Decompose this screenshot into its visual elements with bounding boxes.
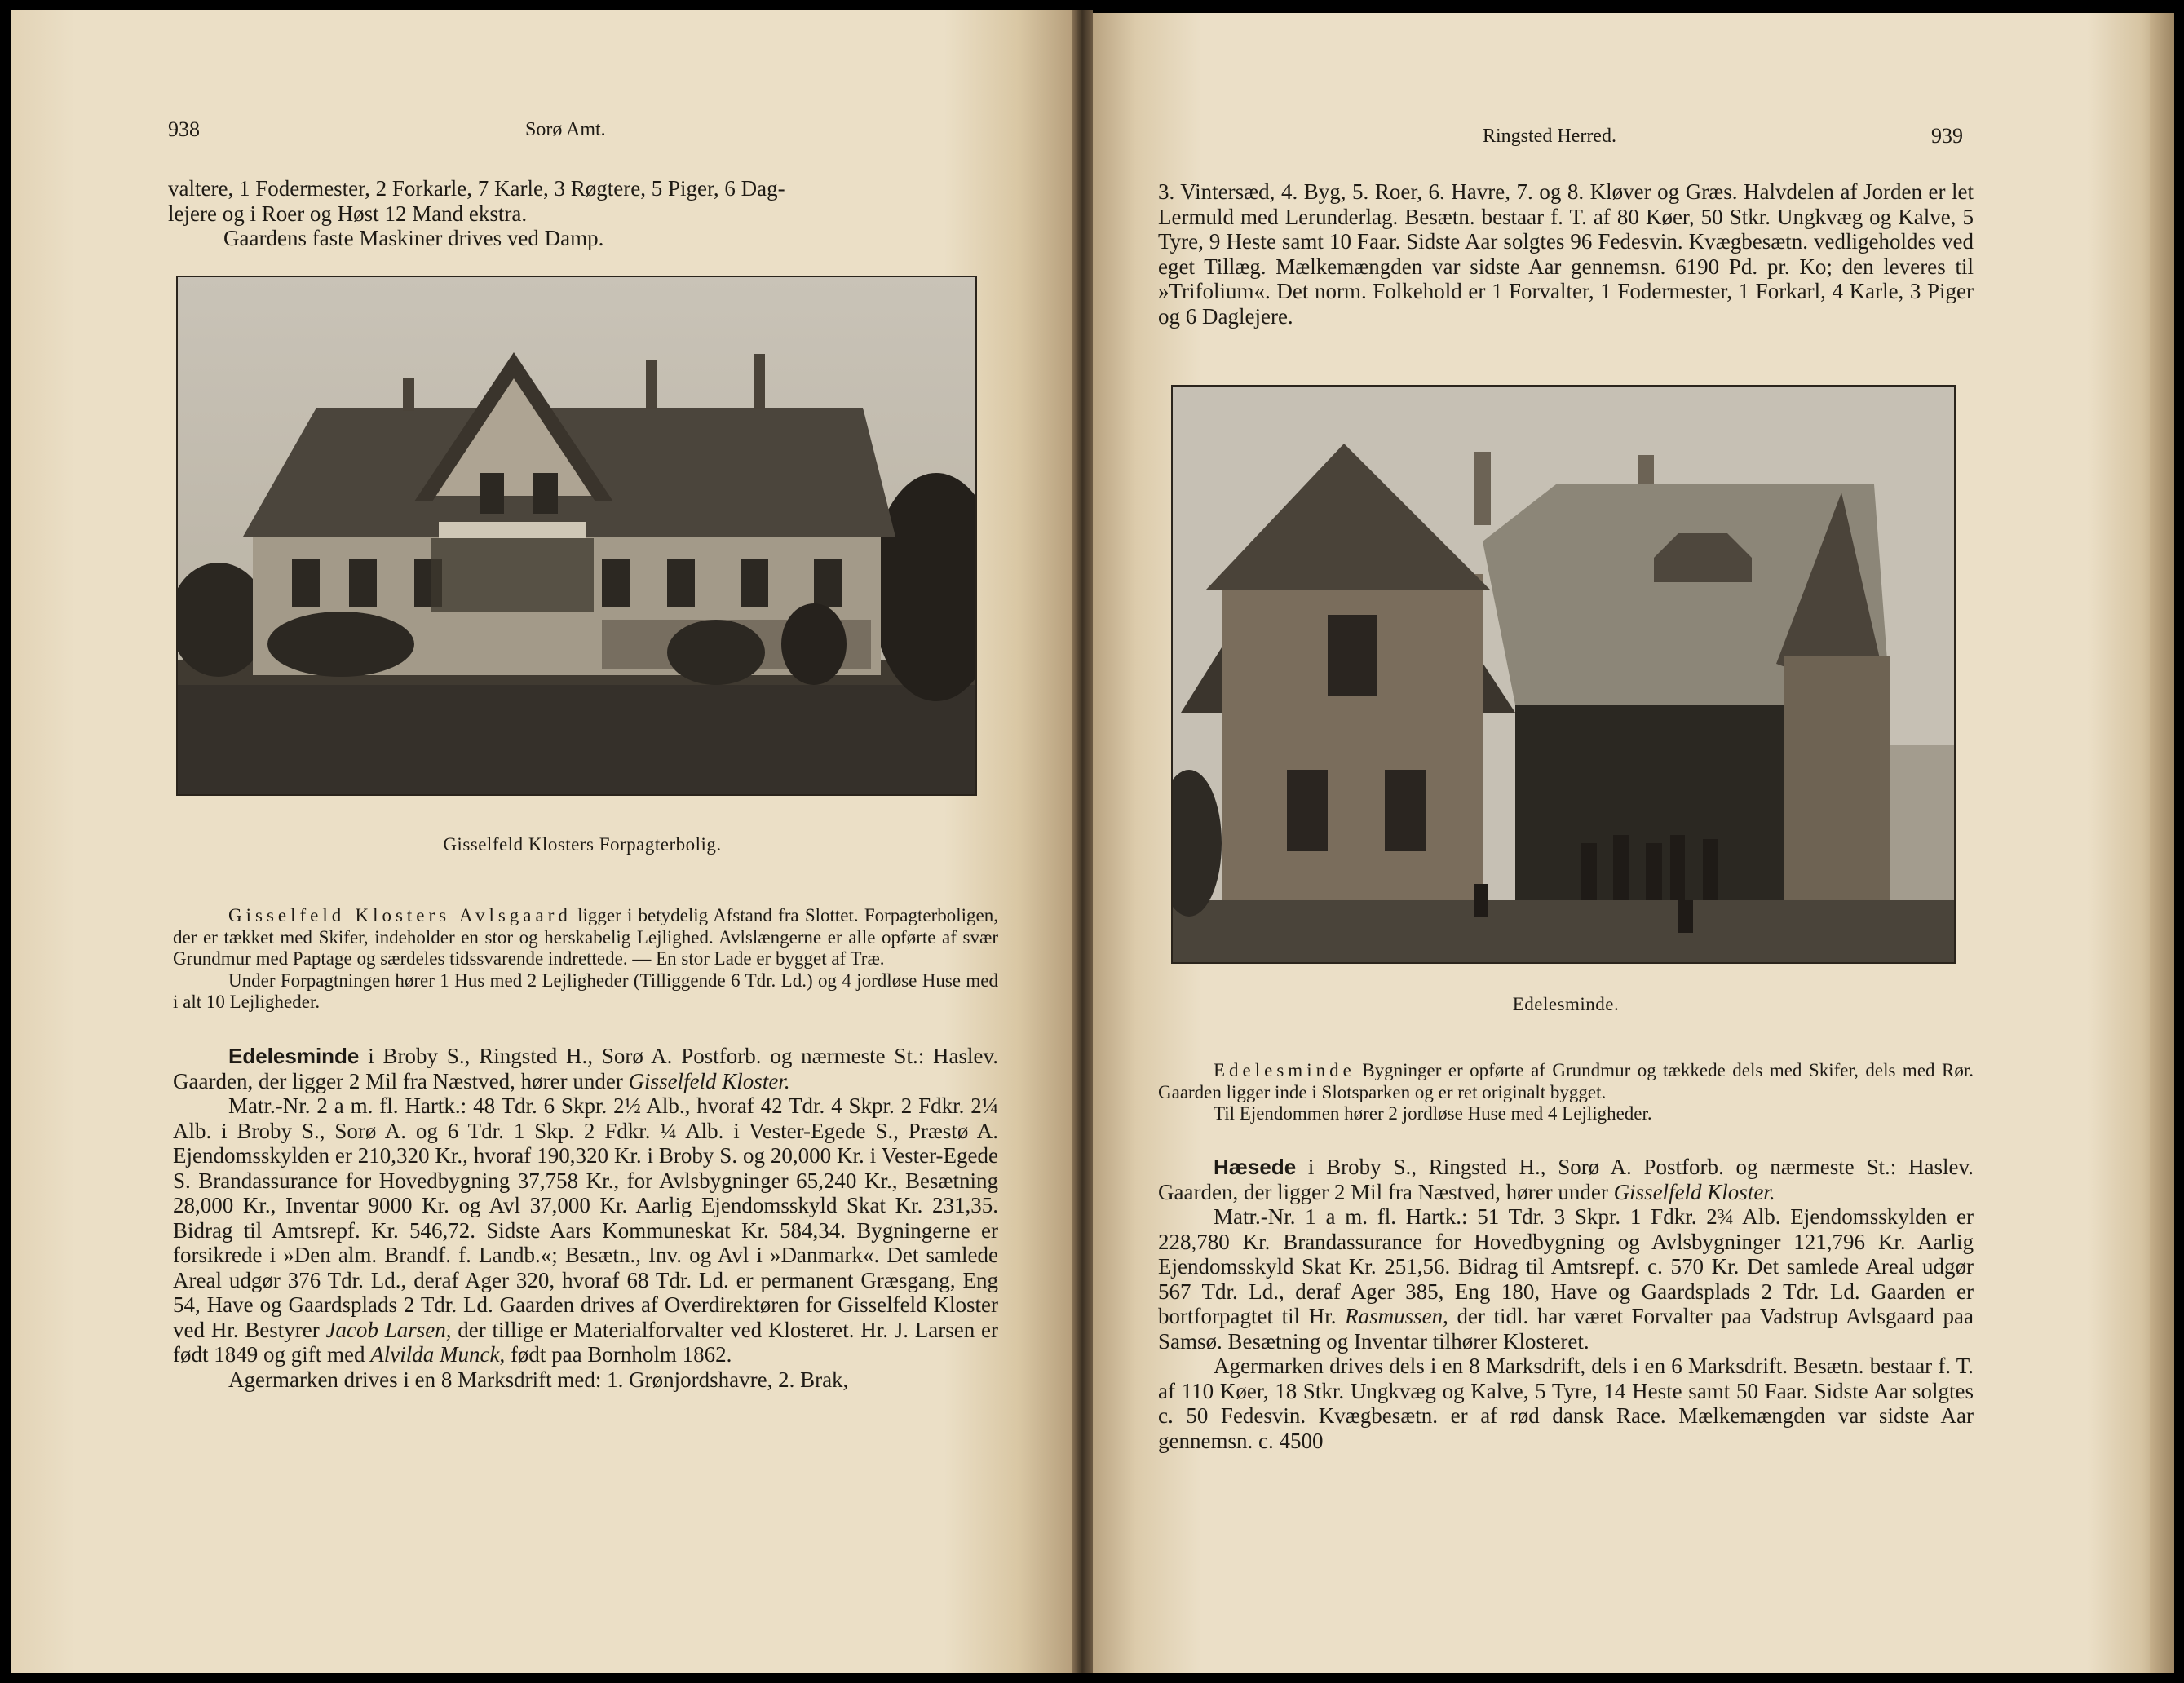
left-page [11, 10, 1072, 1673]
running-head: Sorø Amt. [525, 119, 606, 140]
page-number: 939 [1931, 124, 1963, 148]
entry-name: Hæsede [1214, 1155, 1297, 1179]
photo-description [1158, 1060, 1974, 1125]
book-gutter [1072, 10, 1093, 1673]
running-head: Ringsted Herred. [1483, 126, 1616, 147]
right-page [1093, 13, 2174, 1673]
entry-name: Edelesminde [228, 1044, 360, 1068]
desc-body: Bygninger er opførte af Grundmur og tækkede dels med Skifer, dels med Rør. Gaarden ligger inde i Slotsparken og er ret originalt bygget. [1158, 1060, 1974, 1102]
manor-photo [176, 276, 977, 796]
photo-description [173, 905, 998, 1014]
desc-para-2: Under Forpagtningen hører 1 Hus med 2 Lejligheder (Tilliggende 6 Tdr. Ld.) og 4 jordløse Huse med i alt 10 Lejligheder. [173, 970, 998, 1012]
desc-lead: Gisselfeld Klosters Avlsgaard [228, 905, 572, 925]
page-number: 938 [168, 117, 200, 141]
entry-edelesminde: Edelesminde i Broby S., Ringsted H., Sorø A. Postforb. og nærmeste St.: Haslev. Gaarden, der ligger 2 Mil fra Næstved, hører under Gisselfeld Kloster. Matr.-Nr. 2 a m. fl. Hartk.: 48 Tdr. 6 Skpr. 2½ Alb., hvoraf 42 Tdr. 4 Skpr. 2 Fdkr. 2¼ Alb. i Broby S., Sorø A. og 6 Tdr. 1 Skp. 2 Fdkr. ¼ Alb. i Vester-Egede S., Præstø A. Ejendomsskylden er 210,320 Kr., hvoraf 190,320 Kr. i Broby S. og 20,000 Kr. i Vester-Egede S. Brandassurance for Hovedbygning 37,758 Kr., for Avlsbygninger 65,240 Kr., Besætning 28,000 Kr., Inventar 9000 Kr. og Avl 37,000 Kr. Aarlig Ejendomsskyld Skat Kr. 231,35. Bidrag til Amtsrepf. Kr. 546,72. Sidste Aars Kommuneskat Kr. 584,34. Bygningerne er forsikrede i »Den alm. Brandf. f. Landb.«; Besætn., Inv. og Avl i »Danmark«. Det samlede Areal udgør 376 Tdr. Ld., deraf Ager 320, hvoraf 68 Tdr. Ld. er permanent Græsgang, Eng 54, Have og Gaardsplads 2 Tdr. Ld. Gaarden drives af Overdirektøren for Gisselfeld Kloster ved Hr. Bestyrer Jacob Larsen, der tillige er Materialforvalter ved Klosteret. Hr. J. Larsen er født 1849 og gift med Alvilda Munck, født paa Bornholm 1862. Agermarken drives i en 8 Marksdrift med: 1. Grønjordshavre, 2. Brak, [173, 1044, 998, 1392]
intro-line-2: lejere og i Roer og Høst 12 Mand ekstra. [168, 201, 528, 226]
entry-haesede: Hæsede i Broby S., Ringsted H., Sorø A. Postforb. og nærmeste St.: Haslev. Gaarden, der ligger 2 Mil fra Næstved, hører under Gisselfeld Kloster. Matr.-Nr. 1 a m. fl. Hartk.: 51 Tdr. 3 Skpr. 1 Fdkr. 2¾ Alb. Ejendomsskylden er 228,780 Kr. Brandassurance for Hovedbygning og Avlsbygninger 121,796 Kr. Aarlig Ejendomsskyld Skat Kr. 251,56. Bidrag til Amtsrepf. c. 570 Kr. Det samlede Areal udgør 567 Tdr. Ld., deraf Ager 385, Eng 180, Have og Gaardsplads 2 Tdr. Ld. Gaarden er bortforpagtet til Hr. Rasmussen, der tidl. har været Forvalter paa Vadstrup Avlsgaard paa Samsø. Besætning og Inventar tilhører Klosteret. Agermarken drives dels i en 8 Marksdrift, dels i en 6 Marksdrift. Besætn. bestaar f. T. af 110 Køer, 18 Stkr. Ungkvæg og Kalve, 5 Tyre, 14 Heste samt 50 Faar. Sidste Aar solgtes c. 50 Fedesvin. Kvægbesætn. er af rød dansk Race. Mælkemængden var sidste Aar gennemsn. c. 4500 [1158, 1155, 1974, 1453]
photo-caption: Edelesminde. [1512, 994, 1620, 1014]
intro-text [168, 176, 997, 251]
entry-para-3: Agermarken drives dels i en 8 Marksdrift, dels i en 6 Marksdrift. Besætn. bestaar f. T. af 110 Køer, 18 Stkr. Ungkvæg og Kalve, 5 Tyre, 14 Heste samt 50 Faar. Sidste Aar solgtes c. 50 Fedesvin. Kvægbesætn. er af rød dansk Race. Mælkemængden var sidste Aar gennemsn. c. 4500 [1158, 1354, 1974, 1453]
entry-para-3: Agermarken drives i en 8 Marksdrift med: 1. Grønjordshavre, 2. Brak, [228, 1367, 849, 1392]
page-edge [2150, 13, 2174, 1673]
photo-caption: Gisselfeld Klosters Forpagterbolig. [443, 834, 722, 855]
desc-body: ligger i betydelig Afstand fra Slottet. Forpagterboligen, der er tækket med Skifer, indeholder en stor og herskabelig Lejlighed. Avlslængerne er alle opførte af svær Grundmur med Paptage og særdeles tidssvarende indrettede. — En stor Lade er bygget af Træ. [173, 905, 999, 969]
edelesminde-photo [1171, 385, 1956, 964]
desc-lead: Edelesminde [1214, 1060, 1355, 1080]
intro-para: 3. Vintersæd, 4. Byg, 5. Roer, 6. Havre, 7. og 8. Kløver og Græs. Halvdelen af Jorden er let Lermuld med Lerunderlag. Besætn. bestaar f. T. af 80 Køer, 50 Stkr. Ungkvæg og Kalve, 5 Tyre, 9 Heste samt 10 Faar. Sidste Aar solgtes 96 Fedesvin. Kvægbesætn. vedligeholdes ved eget Tillæg. Mælkemængden var sidste Aar gennemsn. 6190 Pd. pr. Ko; den leveres til »Trifolium«. Det norm. Folkehold er 1 Forvalter, 1 Fodermester, 1 Forkarl, 4 Karle, 3 Piger og 6 Daglejere. [1158, 179, 1974, 329]
intro-para-2: Gaardens faste Maskiner drives ved Damp. [223, 226, 604, 250]
intro-text [1158, 179, 1974, 329]
desc-para-2: Til Ejendommen hører 2 jordløse Huse med 4 Lejligheder. [1214, 1103, 1652, 1124]
intro-line-1: valtere, 1 Fodermester, 2 Forkarle, 7 Karle, 3 Røgtere, 5 Piger, 6 Dag- [168, 176, 785, 201]
